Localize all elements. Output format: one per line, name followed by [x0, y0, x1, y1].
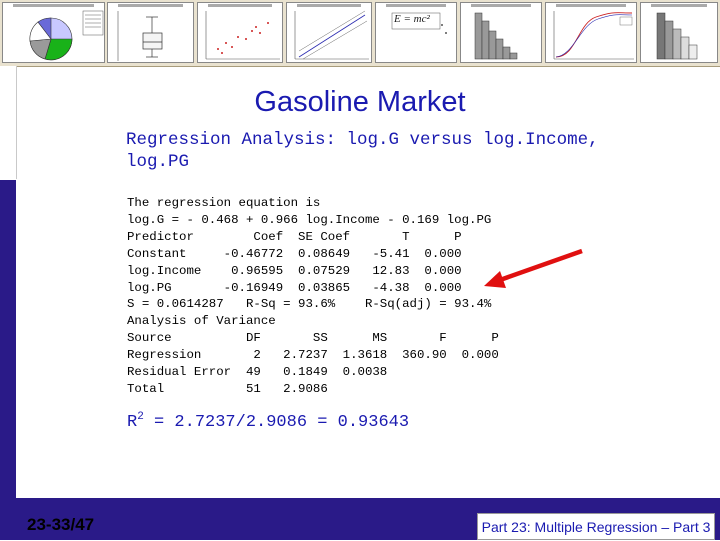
line-chart-icon: [287, 3, 372, 63]
histogram-icon: [461, 3, 542, 63]
r2-symbol: R: [127, 413, 138, 432]
thumbnail-equation: E = mc²: [394, 13, 430, 25]
output-line: Total 51 2.9086: [127, 381, 328, 396]
bar-chart-icon: [641, 3, 718, 63]
ogive-icon: [546, 3, 637, 63]
scatter-thumbnail: [197, 2, 283, 63]
line-chart-thumbnail: [286, 2, 372, 63]
boxplot-thumbnail: [107, 2, 194, 63]
equation-icon: [376, 3, 457, 63]
equation-thumbnail: [375, 2, 457, 63]
bar-chart-thumbnail: [640, 2, 718, 63]
output-line: log.G = - 0.468 + 0.966 log.Income - 0.169 log.PG: [127, 212, 492, 227]
histogram-thumbnail: [460, 2, 542, 63]
boxplot-icon: [108, 3, 194, 63]
pie-chart-thumbnail: [2, 2, 105, 63]
output-line: Predictor Coef SE Coef T P: [127, 229, 462, 244]
output-line: Regression 2 2.7237 1.3618 360.90 0.000: [127, 348, 499, 363]
footer-caption: Part 23: Multiple Regression – Part 3: [477, 513, 715, 540]
r2-computation: = 2.7237/2.9086 = 0.93643: [143, 413, 410, 432]
slide-title: Gasoline Market: [254, 86, 466, 118]
output-line: Residual Error 49 0.1849 0.0038: [127, 365, 388, 380]
output-line: The regression equation is: [127, 196, 321, 210]
slide-number: 23-33/47: [27, 515, 95, 534]
output-line: S = 0.0614287 R-Sq = 93.6% R-Sq(adj) = 93.4%: [127, 297, 492, 312]
output-line: Source DF SS MS F P: [127, 331, 499, 346]
thumbnail-banner: [0, 0, 720, 67]
left-decoration: [0, 66, 17, 179]
regression-output: [127, 195, 499, 398]
output-line: log.Income 0.96595 0.07529 12.83 0.000: [127, 263, 462, 278]
r2-superscript: 2: [137, 411, 144, 423]
output-line: Constant -0.46772 0.08649 -5.41 0.000: [127, 246, 462, 261]
ogive-thumbnail: [545, 2, 637, 63]
left-sidebar-bar: [0, 180, 16, 498]
regression-heading: Regression Analysis: log.G versus log.Income, log.PG: [126, 130, 610, 172]
pie-chart-icon: [3, 3, 105, 63]
output-line: log.PG -0.16949 0.03865 -4.38 0.000: [127, 280, 462, 295]
output-line: Analysis of Variance: [127, 314, 276, 329]
scatter-icon: [198, 3, 283, 63]
r-squared-formula: [127, 413, 409, 432]
